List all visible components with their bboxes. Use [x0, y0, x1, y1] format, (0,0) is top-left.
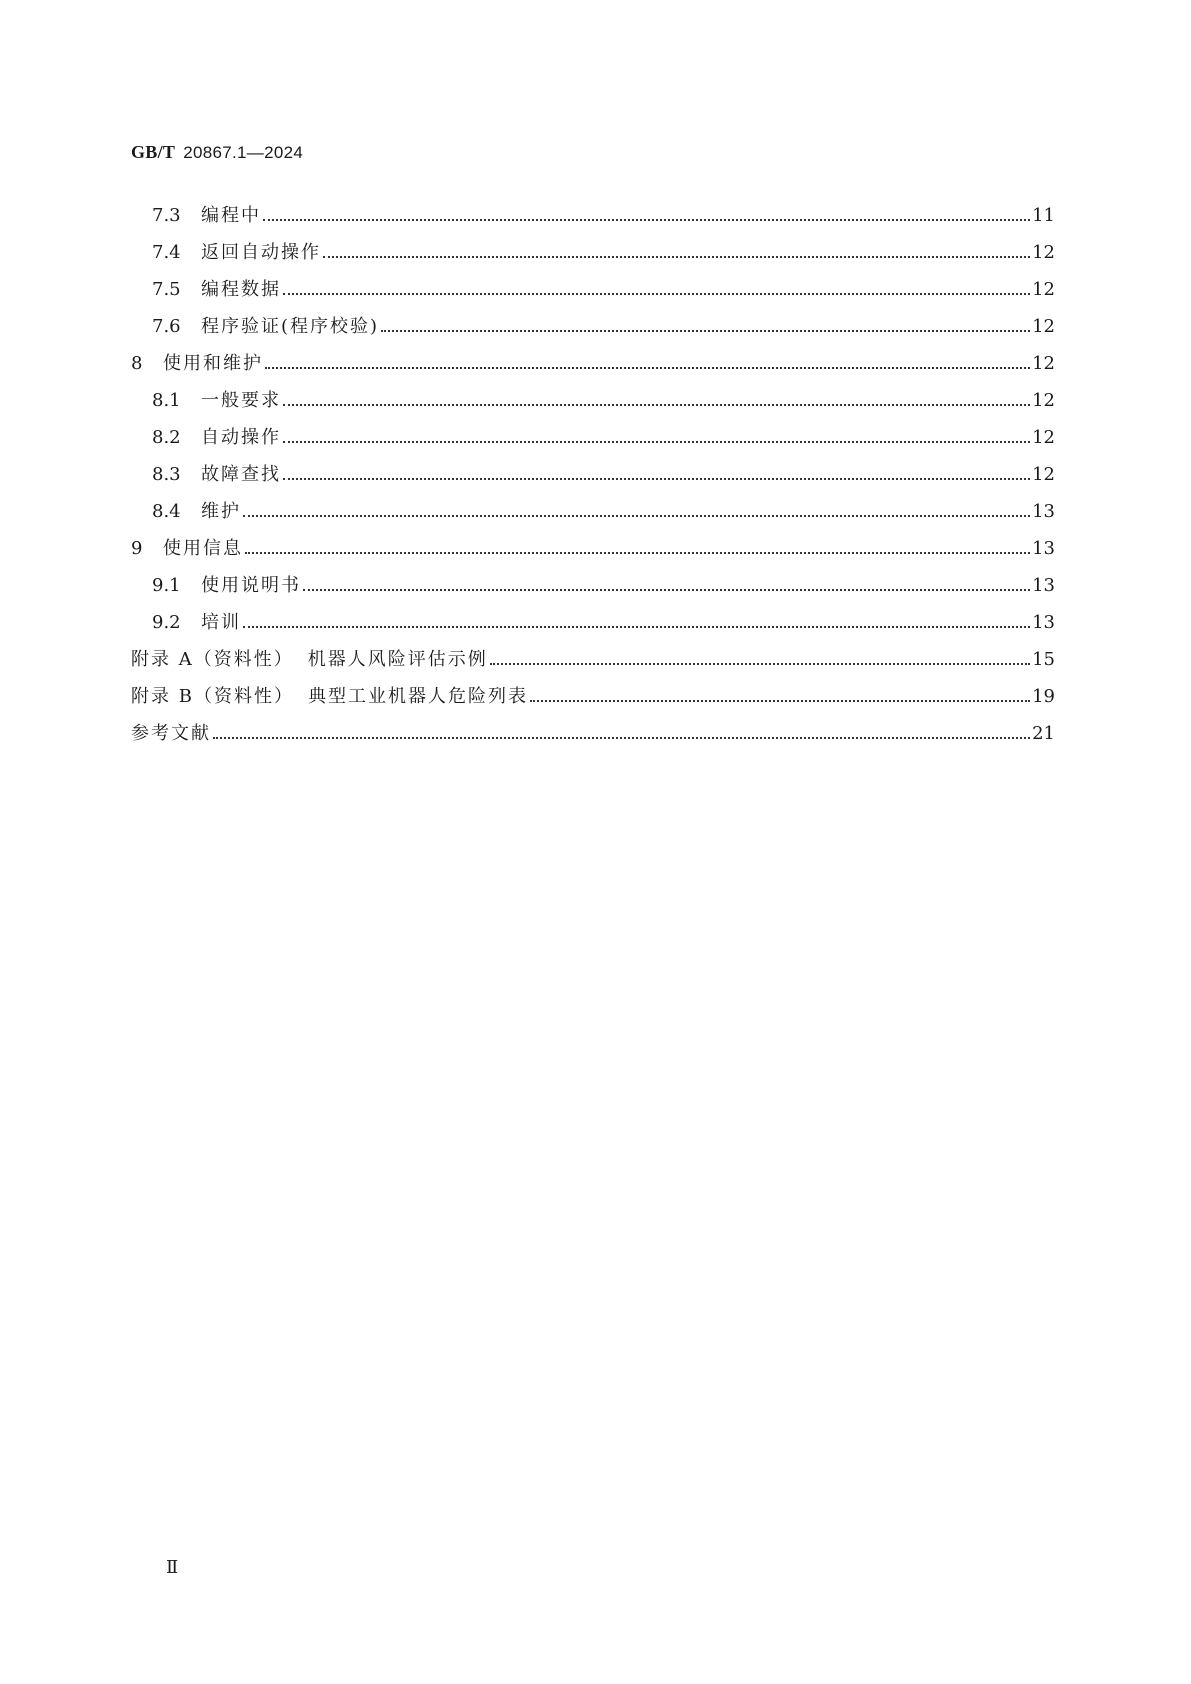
toc-entry-title: 培训: [201, 612, 241, 633]
toc-entry-page: 13: [1032, 575, 1055, 596]
toc-entry-number: 8: [131, 353, 143, 374]
annex-page: 19: [1032, 686, 1055, 707]
document-header: [131, 142, 303, 163]
toc-entry-number: 7.6: [152, 316, 181, 337]
dot-leader: [381, 330, 1030, 332]
toc-entry-page: 11: [1032, 205, 1055, 226]
toc-entry[interactable]: [131, 338, 1055, 375]
toc-entry[interactable]: [131, 301, 1055, 338]
toc-entry[interactable]: [131, 597, 1055, 634]
toc-entry-number: 9: [131, 538, 143, 559]
standard-number: 20867.1—2024: [183, 143, 304, 162]
toc-entry-number: 9.1: [152, 575, 181, 596]
dot-leader: [245, 552, 1030, 554]
toc-entry-number: 8.3: [152, 464, 181, 485]
toc-entry-title: 维护: [201, 501, 241, 522]
toc-entry-number: 7.4: [152, 242, 181, 263]
dot-leader: [283, 441, 1030, 443]
toc-entry-page: 12: [1032, 427, 1055, 448]
toc-entry-page: 12: [1032, 390, 1055, 411]
standard-code: GB/T: [131, 142, 176, 162]
toc-entry[interactable]: [131, 264, 1055, 301]
toc-entry-page: 13: [1032, 612, 1055, 633]
toc-entry[interactable]: [131, 449, 1055, 486]
dot-leader: [283, 293, 1030, 295]
toc-entry-title: 程序验证(程序校验): [201, 316, 380, 337]
toc-entry-title: 使用和维护: [163, 353, 263, 374]
dot-leader: [490, 663, 1030, 665]
toc-entry-title: 使用说明书: [201, 575, 301, 596]
toc-entry-page: 12: [1032, 353, 1055, 374]
toc-entry-title: 编程中: [201, 205, 261, 226]
toc-entry-title: 一般要求: [201, 390, 281, 411]
toc-entry-page: 12: [1032, 316, 1055, 337]
toc-entry-page: 12: [1032, 464, 1055, 485]
toc-entry[interactable]: [131, 375, 1055, 412]
toc-entry-title: 编程数据: [201, 279, 281, 300]
bibliography-title: 参考文献: [131, 723, 211, 744]
toc-entry-title: 故障查找: [201, 464, 281, 485]
dot-leader: [530, 700, 1030, 702]
dot-leader: [283, 404, 1030, 406]
annex-label: 附录 B（资料性）: [131, 686, 294, 707]
annex-title: 典型工业机器人危险列表: [307, 686, 528, 707]
dot-leader: [263, 219, 1030, 221]
page-number: Ⅱ: [166, 1557, 179, 1578]
toc-entry-title: 返回自动操作: [201, 242, 321, 263]
dot-leader: [323, 256, 1030, 258]
dot-leader: [265, 367, 1030, 369]
toc-annex-entry[interactable]: [131, 634, 1055, 671]
toc-bibliography-entry[interactable]: [131, 708, 1055, 745]
toc-entry[interactable]: [131, 227, 1055, 264]
dot-leader: [243, 626, 1030, 628]
table-of-contents: [131, 190, 1055, 745]
toc-entry-title: 使用信息: [163, 538, 243, 559]
toc-entry[interactable]: [131, 190, 1055, 227]
dot-leader: [283, 478, 1030, 480]
annex-label: 附录 A（资料性）: [131, 649, 294, 670]
toc-entry-number: 9.2: [152, 612, 181, 633]
dot-leader: [243, 515, 1030, 517]
bibliography-page: 21: [1032, 723, 1055, 744]
toc-entry-number: 8.1: [152, 390, 181, 411]
annex-title: 机器人风险评估示例: [307, 649, 488, 670]
toc-entry-number: 7.5: [152, 279, 181, 300]
toc-entry-page: 12: [1032, 242, 1055, 263]
toc-entry-number: 7.3: [152, 205, 181, 226]
dot-leader: [303, 589, 1030, 591]
toc-entry[interactable]: [131, 523, 1055, 560]
dot-leader: [213, 737, 1030, 739]
toc-entry[interactable]: [131, 486, 1055, 523]
toc-entry-page: 13: [1032, 501, 1055, 522]
toc-entry-number: 8.4: [152, 501, 181, 522]
toc-entry[interactable]: [131, 412, 1055, 449]
annex-page: 15: [1032, 649, 1055, 670]
toc-annex-entry[interactable]: [131, 671, 1055, 708]
toc-entry-page: 12: [1032, 279, 1055, 300]
toc-entry-page: 13: [1032, 538, 1055, 559]
toc-entry-title: 自动操作: [201, 427, 281, 448]
toc-entry[interactable]: [131, 560, 1055, 597]
toc-entry-number: 8.2: [152, 427, 181, 448]
